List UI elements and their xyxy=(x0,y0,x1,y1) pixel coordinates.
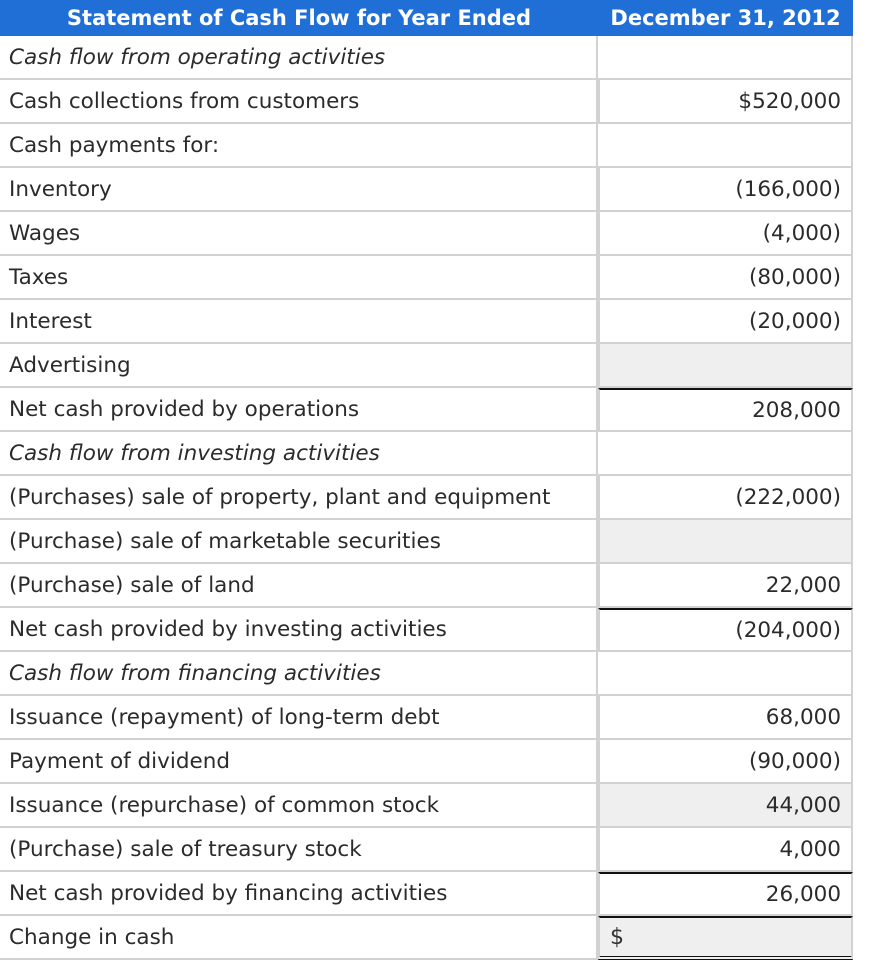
common-stock-row xyxy=(0,784,853,828)
interest-row xyxy=(0,300,853,344)
dollar-sign: $ xyxy=(610,924,624,950)
cash-collections-row xyxy=(0,80,853,124)
section-operating-row xyxy=(0,36,853,80)
ppe-row xyxy=(0,476,853,520)
dividend-input[interactable]: (90,000) xyxy=(598,740,853,784)
section-investing-value xyxy=(598,432,853,476)
ppe-input[interactable]: (222,000) xyxy=(598,476,853,520)
cash-collections-label: Cash collections from customers xyxy=(0,80,598,124)
common-stock-label: Issuance (repurchase) of common stock xyxy=(0,784,598,828)
table-header xyxy=(0,0,853,36)
cash-payments-value xyxy=(598,124,853,168)
long-term-debt-input[interactable]: 68,000 xyxy=(598,696,853,740)
advertising-input[interactable] xyxy=(598,344,853,388)
section-operating-value xyxy=(598,36,853,80)
net-investing-label: Net cash provided by investing activities xyxy=(0,608,598,652)
net-investing-row xyxy=(0,608,853,652)
wages-input[interactable]: (4,000) xyxy=(598,212,853,256)
marketable-securities-label: (Purchase) sale of marketable securities xyxy=(0,520,598,564)
treasury-stock-label: (Purchase) sale of treasury stock xyxy=(0,828,598,872)
common-stock-input[interactable]: 44,000 xyxy=(598,784,853,828)
net-investing-input[interactable]: (204,000) xyxy=(598,608,853,652)
net-operations-label: Net cash provided by operations xyxy=(0,388,598,432)
inventory-label: Inventory xyxy=(0,168,598,212)
advertising-label: Advertising xyxy=(0,344,598,388)
net-operations-input[interactable]: 208,000 xyxy=(598,388,853,432)
advertising-row xyxy=(0,344,853,388)
long-term-debt-row xyxy=(0,696,853,740)
section-financing-row xyxy=(0,652,853,696)
treasury-stock-row xyxy=(0,828,853,872)
cash-payments-row xyxy=(0,124,853,168)
marketable-securities-input[interactable] xyxy=(598,520,853,564)
cash-payments-label: Cash payments for: xyxy=(0,124,598,168)
net-financing-input[interactable]: 26,000 xyxy=(598,872,853,916)
land-input[interactable]: 22,000 xyxy=(598,564,853,608)
section-operating-label: Cash flow from operating activities xyxy=(0,36,598,80)
section-financing-label: Cash flow from financing activities xyxy=(0,652,598,696)
dividend-row xyxy=(0,740,853,784)
change-in-cash-label: Change in cash xyxy=(0,916,598,960)
interest-label: Interest xyxy=(0,300,598,344)
net-financing-label: Net cash provided by financing activities xyxy=(0,872,598,916)
cash-collections-input[interactable]: $520,000 xyxy=(598,80,853,124)
inventory-row xyxy=(0,168,853,212)
section-financing-value xyxy=(598,652,853,696)
change-in-cash-input[interactable] xyxy=(598,916,853,960)
taxes-label: Taxes xyxy=(0,256,598,300)
header-date: December 31, 2012 xyxy=(610,6,841,30)
section-investing-row xyxy=(0,432,853,476)
net-operations-row xyxy=(0,388,853,432)
wages-row xyxy=(0,212,853,256)
taxes-input[interactable]: (80,000) xyxy=(598,256,853,300)
land-label: (Purchase) sale of land xyxy=(0,564,598,608)
header-title: Statement of Cash Flow for Year Ended xyxy=(66,6,532,30)
section-investing-label: Cash flow from investing activities xyxy=(0,432,598,476)
ppe-label: (Purchases) sale of property, plant and equipment xyxy=(0,476,598,520)
taxes-row xyxy=(0,256,853,300)
interest-input[interactable]: (20,000) xyxy=(598,300,853,344)
wages-label: Wages xyxy=(0,212,598,256)
land-row xyxy=(0,564,853,608)
treasury-stock-input[interactable]: 4,000 xyxy=(598,828,853,872)
change-in-cash-row xyxy=(0,916,853,960)
dividend-label: Payment of dividend xyxy=(0,740,598,784)
marketable-securities-row xyxy=(0,520,853,564)
inventory-input[interactable]: (166,000) xyxy=(598,168,853,212)
net-financing-row xyxy=(0,872,853,916)
long-term-debt-label: Issuance (repayment) of long-term debt xyxy=(0,696,598,740)
